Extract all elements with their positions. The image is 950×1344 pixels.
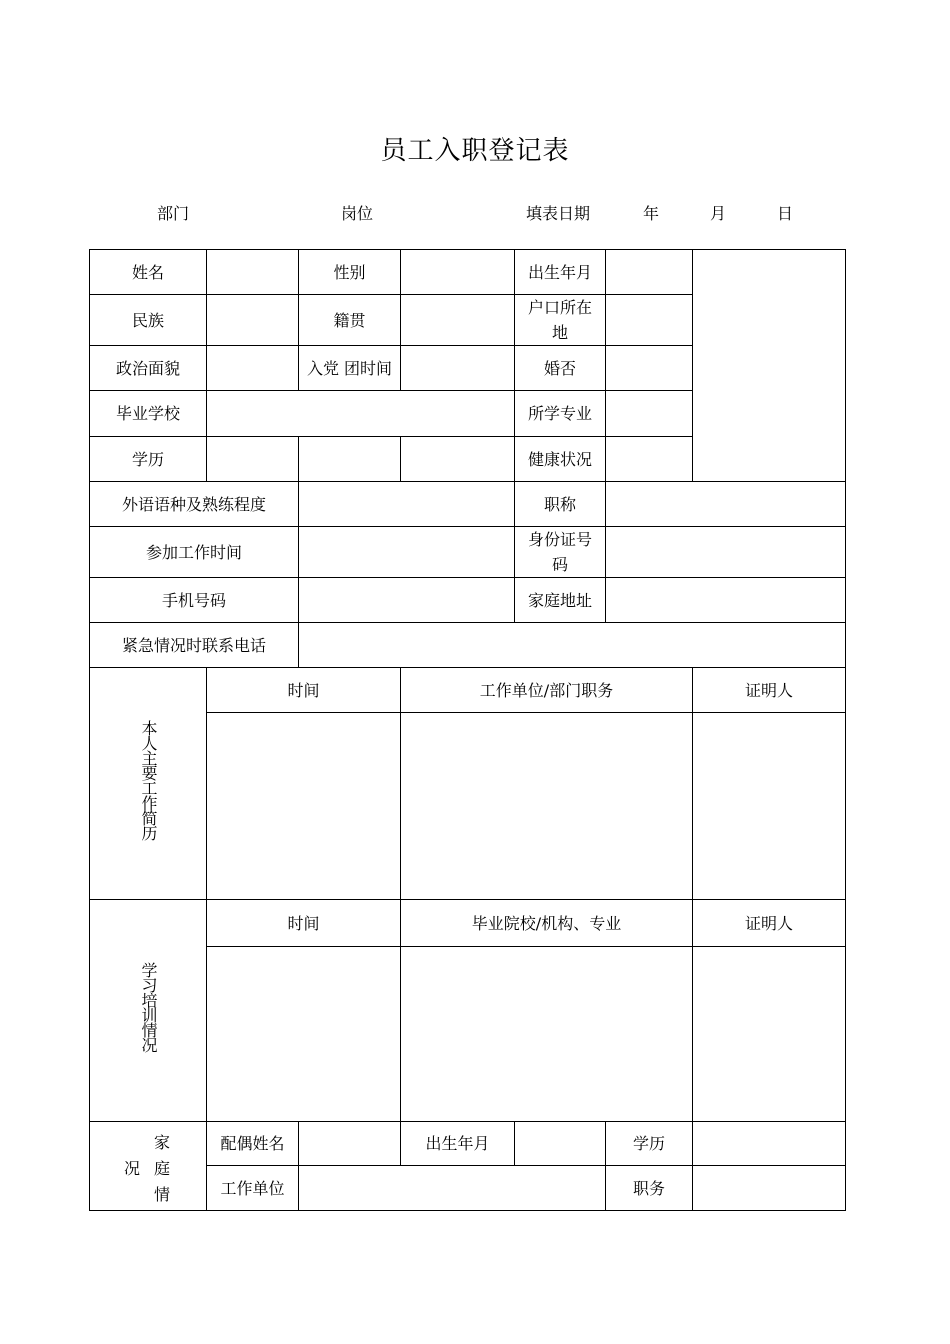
work-time-header: 时间 xyxy=(207,668,401,713)
name-label: 姓名 xyxy=(90,250,207,295)
native-place-field[interactable] xyxy=(401,295,515,346)
education-field-3[interactable] xyxy=(401,437,515,482)
health-label: 健康状况 xyxy=(515,437,606,482)
major-field[interactable] xyxy=(606,391,693,437)
spouse-education-field[interactable] xyxy=(693,1122,846,1166)
marital-field[interactable] xyxy=(606,346,693,391)
spouse-birth-field[interactable] xyxy=(515,1122,606,1166)
work-unit-field[interactable] xyxy=(299,1166,606,1211)
political-field[interactable] xyxy=(207,346,299,391)
emergency-field[interactable] xyxy=(299,623,846,668)
family-char-3: 庭 xyxy=(154,1159,171,1178)
hukou-label: 户口所在地 xyxy=(515,295,606,346)
hukou-field[interactable] xyxy=(606,295,693,346)
major-label: 所学专业 xyxy=(515,391,606,437)
party-time-field[interactable] xyxy=(401,346,515,391)
spouse-name-field[interactable] xyxy=(299,1122,401,1166)
family-char-2: 况 xyxy=(124,1159,141,1178)
work-start-label: 参加工作时间 xyxy=(90,527,299,578)
family-char-1: 家 xyxy=(154,1133,171,1152)
name-field[interactable] xyxy=(207,250,299,295)
emergency-label: 紧急情况时联系电话 xyxy=(90,623,299,668)
job-title-field[interactable] xyxy=(606,482,846,527)
family-char-4: 情 xyxy=(154,1185,171,1204)
registration-form xyxy=(89,249,846,1211)
page-title: 员工入职登记表 xyxy=(380,136,570,166)
job-title-label: 职称 xyxy=(515,482,606,527)
gender-label: 性别 xyxy=(299,250,401,295)
health-field[interactable] xyxy=(606,437,693,482)
photo-box[interactable] xyxy=(693,250,846,482)
training-title: 学习培训情况 xyxy=(139,962,158,1052)
birth-label: 出生年月 xyxy=(515,250,606,295)
id-number-field[interactable] xyxy=(606,527,846,578)
work-witness-header: 证明人 xyxy=(693,668,846,713)
work-time-field[interactable] xyxy=(207,713,401,900)
training-section xyxy=(90,900,207,1122)
spouse-name-label: 配偶姓名 xyxy=(207,1122,299,1166)
training-witness-header: 证明人 xyxy=(693,900,846,947)
native-place-label: 籍贯 xyxy=(299,295,401,346)
gender-field[interactable] xyxy=(401,250,515,295)
department-label: 部门 xyxy=(157,204,190,223)
month-label: 月 xyxy=(710,204,727,223)
training-time-field[interactable] xyxy=(207,947,401,1122)
school-field[interactable] xyxy=(207,391,515,437)
duty-label: 职务 xyxy=(606,1166,693,1211)
work-start-field[interactable] xyxy=(299,527,515,578)
family-section xyxy=(90,1122,207,1211)
training-time-header: 时间 xyxy=(207,900,401,947)
address-label: 家庭地址 xyxy=(515,578,606,623)
education-field-1[interactable] xyxy=(207,437,299,482)
ethnicity-field[interactable] xyxy=(207,295,299,346)
language-label: 外语语种及熟练程度 xyxy=(90,482,299,527)
work-unit-label: 工作单位 xyxy=(207,1166,299,1211)
language-field[interactable] xyxy=(299,482,515,527)
work-witness-field[interactable] xyxy=(693,713,846,900)
work-history-title: 本人主要工作简历 xyxy=(139,720,158,840)
spouse-birth-label: 出生年月 xyxy=(401,1122,515,1166)
training-school-field[interactable] xyxy=(401,947,693,1122)
duty-field[interactable] xyxy=(693,1166,846,1211)
day-label: 日 xyxy=(777,204,794,223)
spouse-education-label: 学历 xyxy=(606,1122,693,1166)
year-label: 年 xyxy=(643,204,660,223)
address-field[interactable] xyxy=(606,578,846,623)
work-unit-header: 工作单位/部门职务 xyxy=(401,668,693,713)
work-history-section xyxy=(90,668,207,900)
training-witness-field[interactable] xyxy=(693,947,846,1122)
phone-field[interactable] xyxy=(299,578,515,623)
political-label: 政治面貌 xyxy=(90,346,207,391)
training-school-header: 毕业院校/机构、专业 xyxy=(401,900,693,947)
phone-label: 手机号码 xyxy=(90,578,299,623)
ethnicity-label: 民族 xyxy=(90,295,207,346)
fill-date-label: 填表日期 xyxy=(526,204,591,223)
birth-field[interactable] xyxy=(606,250,693,295)
position-label: 岗位 xyxy=(341,204,374,223)
party-time-label: 入党 团时间 xyxy=(299,346,401,391)
work-unit-field[interactable] xyxy=(401,713,693,900)
education-label: 学历 xyxy=(90,437,207,482)
school-label: 毕业学校 xyxy=(90,391,207,437)
marital-label: 婚否 xyxy=(515,346,606,391)
id-number-label: 身份证号码 xyxy=(515,527,606,578)
education-field-2[interactable] xyxy=(299,437,401,482)
